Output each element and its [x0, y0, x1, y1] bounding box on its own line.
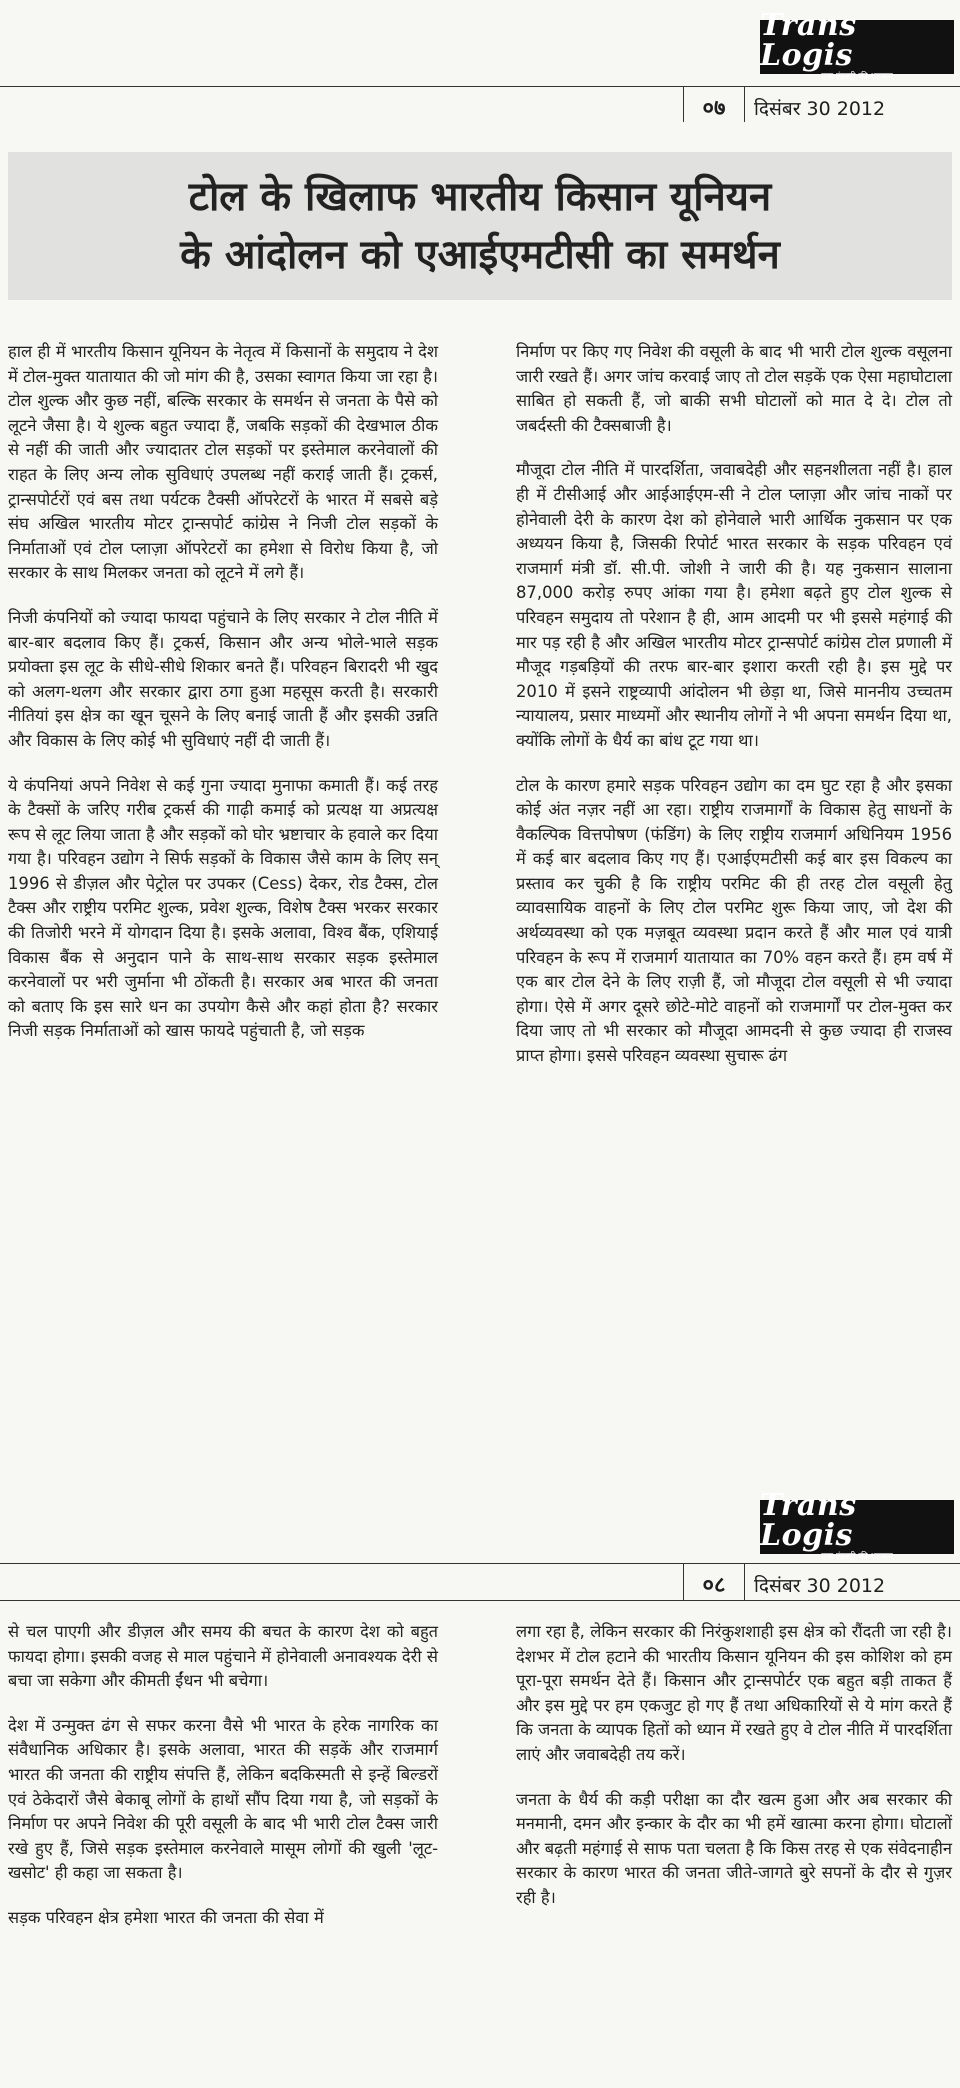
page1-logo-name: Trans Logis: [760, 8, 857, 73]
paragraph: सड़क परिवहन क्षेत्र हमेशा भारत की जनता की सेवा में: [8, 1907, 324, 1927]
paragraph: से चल पाएगी और डीज़ल और समय की बचत के कारण देश को बहुत फायदा होगा। इसकी वजह से माल पहुंचाने में होनेवाली अनावश्यक देरी से बचा जा सकेगा और कीमती ईंधन भी बचेगा।: [8, 1622, 438, 1691]
page1-right-column: [516, 340, 952, 1089]
paragraph: मौजूदा टोल नीति में पारदर्शिता, जवाबदेही और सहनशीलता नहीं है। हाल ही में टीसीआई और आईआईएम-सी ने टोल प्लाज़ा और जांच नाकों पर होनेवाली देरी के कारण देश को होनेवाले भारी आर्थिक नुकसान पर एक अध्ययन किया है, जिसकी रिपोर्ट भारत सरकार के सड़क परिवहन एवं राजमार्ग मंत्री डॉ. सी.पी. जोशी ने जारी की है। यह नुकसान सालाना 87,000 करोड़ रुपए आंका गया है। हमेशा बढ़ते हुए टोल शुल्क से परिवहन समुदाय तो परेशान है ही, आम आदमी पर भी इससे महंगाई की मार पड़ रही है और अखिल भारतीय मोटर ट्रान्सपोर्ट कांग्रेस टोल प्रणाली में मौजूद गड़बड़ियों की तरफ बार-बार इशारा करती रही है। इस मुद्दे पर 2010 में इसने राष्ट्रव्यापी आंदोलन भी छेड़ा था, जिसे माननीय उच्चतम न्यायालय, प्रसार माध्यमों और स्थानीय लोगों ने भी अपना समर्थन दिया था, क्योंकि लोगों के धैर्य का बांध टूट गया था।: [516, 460, 952, 750]
headline-line-1: टोल के खिलाफ भारतीय किसान यूनियन: [188, 174, 772, 220]
headline-line-2: के आंदोलन को एआईएमटीसी का समर्थन: [180, 232, 780, 278]
page2-brand-logo: [760, 1488, 954, 1562]
page2-right-column: [516, 1620, 952, 1931]
page1-page-number: ०७: [702, 96, 726, 121]
page2-logo-name: Trans Logis: [760, 1488, 857, 1553]
page1-left-column: [8, 340, 438, 1064]
page2-header-rule: [0, 1563, 960, 1564]
page1-header-rule: [0, 86, 960, 87]
page2-left-column: [8, 1620, 438, 1951]
page2-date: दिसंबर 30 2012: [754, 1575, 886, 1597]
paragraph: देश में उन्मुक्त ढंग से सफर करना वैसे भी भारत के हरेक नागरिक का संवैधानिक अधिकार है। इसके अलावा, भारत की सड़कें और राजमार्ग भारत की जनता की राष्ट्रीय संपत्ति हैं, लेकिन बदकिस्मती से इन्हें बिल्डरों एवं ठेकेदारों जैसे बेकाबू लोगों के हाथों सौंप दिया गया है, जो सड़कों के निर्माण पर अपने निवेश की पूरी वसूली के बाद भी भारी टोल टैक्स जारी रखे हुए हैं, जिसे सड़क इस्तेमाल करनेवाले मासूम लोगों की खुली 'लूट-खसोट' ही कहा जा सकता है।: [8, 1715, 438, 1883]
article-headline: [8, 168, 952, 284]
paragraph: जनता के धैर्य की कड़ी परीक्षा का दौर खत्म हुआ और अब सरकार की मनमानी, दमन और इन्कार के दौर का भी हमें खात्मा करना होगा। घोटालों और बढ़ती महंगाई से साफ पता चलता है कि किस तरह से एक संवेदनाहीन सरकार के कारण भारत की जनता जीते-जागते बुरे सपनों के दौर से गुज़र रही है।: [516, 1789, 952, 1907]
page1-brand-logo: [760, 8, 954, 82]
page1-date: दिसंबर 30 2012: [754, 98, 886, 120]
paragraph: लगा रहा है, लेकिन सरकार की निरंकुशशाही इस क्षेत्र को रौंदती जा रही है। देशभर में टोल हटाने की भारतीय किसान यूनियन की इस कोशिश को हम पूरा-पूरा समर्थन देते हैं। किसान और ट्रान्सपोर्टर एक बहुत बड़ी ताकत हैं और इस मुद्दे पर हम एकजुट हो गए हैं तथा अधिकारियों से ये मांग करते हैं कि जनता के व्यापक हितों को ध्यान में रखते हुए वे टोल नीति में पारदर्शिता लाएं और जवाबदेही तय करें।: [516, 1622, 952, 1764]
page2-header-rule-lower: [0, 1600, 960, 1601]
paragraph: टोल के कारण हमारे सड़क परिवहन उद्योग का दम घुट रहा है और इसका कोई अंत नज़र नहीं आ रहा। राष्ट्रीय राजमार्गों के विकास हेतु साधनों के वैकल्पिक वित्तपोषण (फंडिंग) के लिए राष्ट्रीय राजमार्ग अधिनियम 1956 में कई बार बदलाव किए गए हैं। एआईएमटीसी कई बार इस विकल्प का प्रस्ताव कर चुकी है कि राष्ट्रीय परमिट की ही तरह टोल वसूली हेतु व्यावसायिक वाहनों के लिए टोल परमिट शुरू किया जाए, जो देश की अर्थव्यवस्था को एक मज़बूत व्यवस्था प्रदान करते हैं और माल एवं यात्री परिवहन के रूप में राजमार्ग यातायात का 70% वहन करते हैं। हम वर्ष में एक बार टोल देने के लिए राज़ी हैं, जो मौजूदा टोल वसूली से भी ज्यादा होगा। ऐसे में अगर दूसरे छोटे-मोटे वाहनों को राजमार्गों पर टोल-मुक्त कर दिया जाए तो भी सरकार को मौजूदा आमदनी से कुछ ज्यादा ही राजस्व प्राप्त होगा। इससे परिवहन व्यवस्था सुचारू ढंग: [516, 775, 952, 1066]
paragraph: ये कंपनियां अपने निवेश से कई गुना ज्यादा मुनाफा कमाती हैं। कई तरह के टैक्सों के जरिए गरीब ट्रकर्स की गाढ़ी कमाई को प्रत्यक्ष या अप्रत्यक्ष रूप से लूट लिया जाता है और सड़कों को घोर भ्रष्टाचार के हवाले कर दिया गया है। परिवहन उद्योग ने सिर्फ सड़कों के विकास जैसे काम के लिए सन् 1996 से डीज़ल और पेट्रोल पर उपकर (Cess) देकर, रोड टैक्स, टोल टैक्स और राष्ट्रीय परमिट शुल्क, प्रवेश शुल्क, विशेष टैक्स भरकर सरकार की तिजोरी भरने में योगदान दिया है। इसके अलावा, विश्व बैंक, एशियाई विकास बैंक से अनुदान पाने के साथ-साथ सरकार सड़क इस्तेमाल करनेवालों पर भरी जुर्माना भी ठोंकती है। सरकार अब भारत की जनता को बताए कि इस सारे धन का उपयोग कैसे और कहां होता है? सरकार निजी सड़क निर्माताओं को खास फायदे पहुंचाती है, जो सड़क: [8, 775, 438, 1041]
page2-header-divider-right: [744, 1563, 745, 1600]
page1-header-divider-right: [744, 86, 745, 122]
page2-page-number: ०८: [702, 1573, 726, 1598]
page1-logo-tagline: एक इंडस्ट्री की धड़कन: [821, 72, 893, 82]
page2-logo-tagline: एक इंडस्ट्री की धड़कन: [821, 1552, 893, 1562]
paragraph: निजी कंपनियों को ज्यादा फायदा पहुंचाने के लिए सरकार ने टोल नीति में बार-बार बदलाव किए हैं। ट्रकर्स, किसान और अन्य भोले-भाले सड़क प्रयोक्ता इस लूट के सीधे-सीधे शिकार बनते हैं। परिवहन बिरादरी भी खुद को अलग-थलग और सरकार द्वारा ठगा हुआ महसूस करती है। सरकारी नीतियां इस क्षेत्र का खून चूसने के लिए बनाई जाती हैं और इसकी उन्नति और विकास के लिए कोई भी सुविधाएं नहीं दी जाती हैं।: [8, 607, 438, 750]
paragraph: निर्माण पर किए गए निवेश की वसूली के बाद भी भारी टोल शुल्क वसूलना जारी रखते हैं। अगर जांच करवाई जाए तो टोल सड़कें एक ऐसा महाघोटाला साबित हो सकती हैं, जो बाकी सभी घोटालों को मात दे दे। टोल तो जबर्दस्ती की टैक्सबाजी है।: [516, 342, 952, 435]
paragraph: हाल ही में भारतीय किसान यूनियन के नेतृत्व में किसानों के समुदाय ने देश में टोल-मुक्त यातायात की जो मांग की है, उसका स्वागत किया जा रहा है। टोल शुल्क और कुछ नहीं, बल्कि सरकार के समर्थन से जनता के पैसे को लूटने जैसा है। ये शुल्क बहुत ज्यादा हैं, जबकि सड़कों की देखभाल ठीक से नहीं की जाती और ज्यादातर टोल सड़कों पर इस्तेमाल करनेवालों की राहत के लिए अन्य लोक सुविधाएं उपलब्ध नहीं कराई जाती हैं। ट्रकर्स, ट्रान्सपोर्टरों एवं बस तथा पर्यटक टैक्सी ऑपरेटरों के भारत में सबसे बड़े संघ अखिल भारतीय मोटर ट्रान्सपोर्ट कांग्रेस ने निजी टोल सड़कों के निर्माताओं एवं टोल प्लाज़ा ऑपरेटरों का हमेशा से विरोध किया है, जो सरकार के साथ मिलकर जनता को लूटने में लगे हैं।: [8, 342, 438, 583]
